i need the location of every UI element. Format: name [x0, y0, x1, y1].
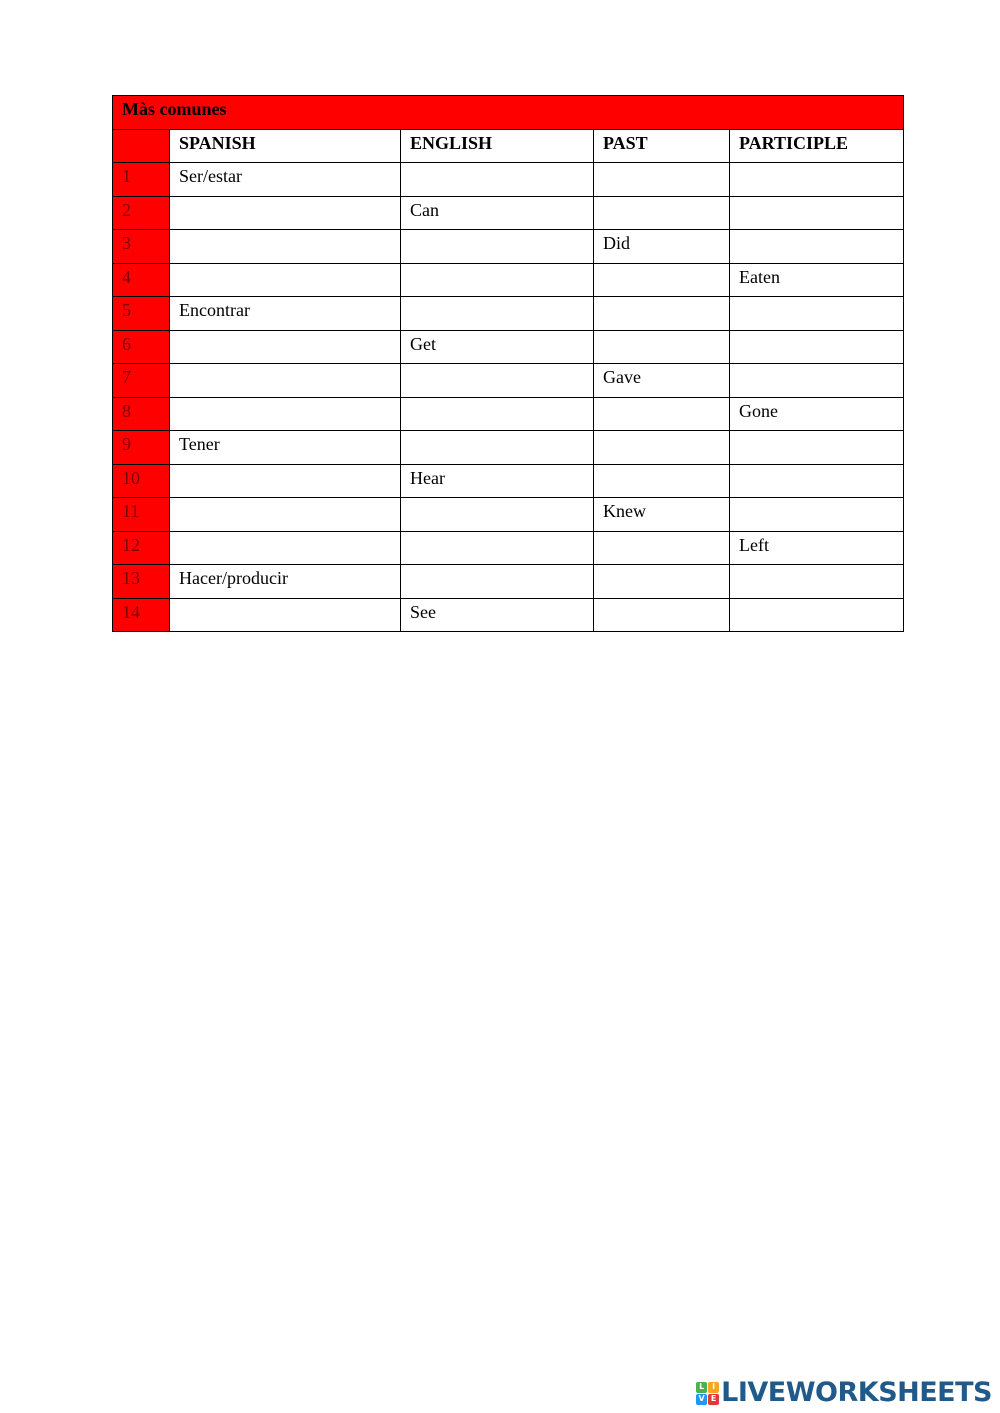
- cell-past[interactable]: [594, 263, 730, 297]
- cell-participle[interactable]: [730, 598, 904, 632]
- row-number: 8: [113, 397, 170, 431]
- row-number: 12: [113, 531, 170, 565]
- cell-english[interactable]: [401, 230, 594, 264]
- cell-past[interactable]: [594, 297, 730, 331]
- cell-past[interactable]: Gave: [594, 364, 730, 398]
- verbs-table: [112, 95, 904, 632]
- row-number: 9: [113, 431, 170, 465]
- cell-participle[interactable]: [730, 565, 904, 599]
- row-number: 6: [113, 330, 170, 364]
- table-row: [113, 565, 904, 599]
- cell-spanish[interactable]: Ser/estar: [170, 163, 401, 197]
- header-number: [113, 129, 170, 163]
- logo-letter-i: I: [708, 1382, 719, 1393]
- logo-letter-l: L: [696, 1382, 707, 1393]
- cell-past[interactable]: [594, 196, 730, 230]
- header-past: PAST: [594, 129, 730, 163]
- table-row: [113, 297, 904, 331]
- liveworksheets-brand: [696, 1379, 992, 1407]
- cell-past[interactable]: [594, 330, 730, 364]
- cell-participle[interactable]: Left: [730, 531, 904, 565]
- table-row: [113, 196, 904, 230]
- table-row: [113, 163, 904, 197]
- row-number: 13: [113, 565, 170, 599]
- cell-past[interactable]: [594, 464, 730, 498]
- cell-participle[interactable]: [730, 230, 904, 264]
- table-title: Màs comunes: [113, 96, 904, 130]
- cell-spanish[interactable]: Tener: [170, 431, 401, 465]
- cell-english[interactable]: [401, 565, 594, 599]
- cell-english[interactable]: [401, 531, 594, 565]
- header-spanish: SPANISH: [170, 129, 401, 163]
- cell-participle[interactable]: Gone: [730, 397, 904, 431]
- row-number: 3: [113, 230, 170, 264]
- cell-past[interactable]: [594, 163, 730, 197]
- cell-spanish[interactable]: [170, 498, 401, 532]
- cell-spanish[interactable]: [170, 364, 401, 398]
- cell-past[interactable]: [594, 531, 730, 565]
- table-row: [113, 498, 904, 532]
- row-number: 4: [113, 263, 170, 297]
- table-row: [113, 397, 904, 431]
- liveworksheets-logo-icon: [696, 1382, 718, 1404]
- header-english: ENGLISH: [401, 129, 594, 163]
- row-number: 11: [113, 498, 170, 532]
- cell-english[interactable]: Get: [401, 330, 594, 364]
- logo-letter-v: V: [696, 1394, 707, 1405]
- table-header-row: [113, 129, 904, 163]
- cell-english[interactable]: [401, 397, 594, 431]
- table-row: [113, 230, 904, 264]
- cell-english[interactable]: Can: [401, 196, 594, 230]
- cell-english[interactable]: [401, 163, 594, 197]
- cell-participle[interactable]: [730, 464, 904, 498]
- row-number: 10: [113, 464, 170, 498]
- cell-spanish[interactable]: Hacer/producir: [170, 565, 401, 599]
- logo-letter-e: E: [708, 1394, 719, 1405]
- cell-english[interactable]: [401, 498, 594, 532]
- cell-spanish[interactable]: [170, 598, 401, 632]
- row-number: 2: [113, 196, 170, 230]
- cell-past[interactable]: Knew: [594, 498, 730, 532]
- table-row: [113, 263, 904, 297]
- table-row: [113, 431, 904, 465]
- cell-spanish[interactable]: [170, 230, 401, 264]
- header-participle: PARTICIPLE: [730, 129, 904, 163]
- table-row: [113, 464, 904, 498]
- table-title-row: [113, 96, 904, 130]
- cell-participle[interactable]: [730, 330, 904, 364]
- cell-participle[interactable]: [730, 297, 904, 331]
- cell-english[interactable]: [401, 431, 594, 465]
- cell-english[interactable]: See: [401, 598, 594, 632]
- cell-participle[interactable]: Eaten: [730, 263, 904, 297]
- cell-spanish[interactable]: [170, 330, 401, 364]
- row-number: 14: [113, 598, 170, 632]
- cell-past[interactable]: Did: [594, 230, 730, 264]
- cell-participle[interactable]: [730, 196, 904, 230]
- cell-participle[interactable]: [730, 163, 904, 197]
- cell-past[interactable]: [594, 431, 730, 465]
- cell-spanish[interactable]: Encontrar: [170, 297, 401, 331]
- cell-participle[interactable]: [730, 431, 904, 465]
- cell-english[interactable]: [401, 263, 594, 297]
- row-number: 5: [113, 297, 170, 331]
- cell-spanish[interactable]: [170, 531, 401, 565]
- table-row: [113, 531, 904, 565]
- cell-past[interactable]: [594, 598, 730, 632]
- cell-spanish[interactable]: [170, 464, 401, 498]
- table-row: [113, 598, 904, 632]
- cell-spanish[interactable]: [170, 196, 401, 230]
- row-number: 7: [113, 364, 170, 398]
- cell-past[interactable]: [594, 397, 730, 431]
- cell-participle[interactable]: [730, 364, 904, 398]
- cell-past[interactable]: [594, 565, 730, 599]
- cell-english[interactable]: [401, 364, 594, 398]
- cell-english[interactable]: [401, 297, 594, 331]
- cell-spanish[interactable]: [170, 263, 401, 297]
- liveworksheets-wordmark: LIVEWORKSHEETS: [721, 1377, 992, 1408]
- row-number: 1: [113, 163, 170, 197]
- worksheet: [112, 95, 903, 632]
- cell-english[interactable]: Hear: [401, 464, 594, 498]
- cell-participle[interactable]: [730, 498, 904, 532]
- table-row: [113, 364, 904, 398]
- cell-spanish[interactable]: [170, 397, 401, 431]
- table-row: [113, 330, 904, 364]
